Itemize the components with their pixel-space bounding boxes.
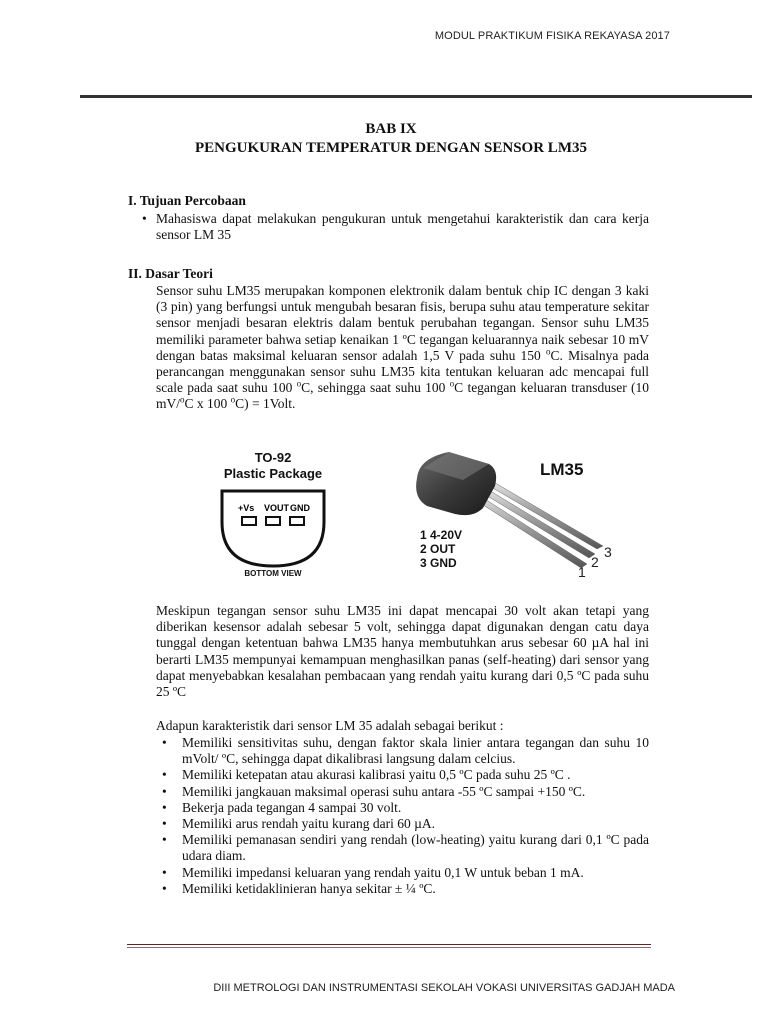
p1-part-a: Sensor suhu LM35 merupakan komponen elektronik dalam bentuk chip IC dengan 3 kaki (3 pin) yang berfungsi untuk mengubah besaran fisis, berupa suhu atau temperature sekitar sensor menjadi besaran elektris dalam bentuk perubahan tegangan. Sensor suhu LM35 memiliki parameter bahwa setiap kenaikan 1 ºC tegangan keluarannya naik sebesar 10 mV dengan batas maksimal keluaran sensor adalah 1,5 V pada suhu 150 (156, 283, 649, 363)
bullet-icon: • (162, 767, 167, 783)
list-item: • Memiliki jangkauan maksimal operasi suhu antara -55 ºC sampai +150 ºC. (162, 783, 586, 799)
section-heading-dasar-teori: II. Dasar Teori (128, 266, 213, 281)
p1-part-c: C, sehingga saat suhu 100 (301, 380, 450, 396)
lm35-pin-line: 2 OUT (420, 542, 456, 556)
to92-bottom-view-label: BOTTOM VIEW (244, 569, 302, 578)
list-item: • Memiliki arus rendah yaitu kurang dari 60 µA. (162, 816, 435, 832)
to92-diagram (208, 448, 338, 584)
lm35-pin-legend (420, 528, 462, 570)
to92-outline-icon (208, 448, 338, 584)
list-item: • Memiliki pemanasan sendiri yang rendah (low-heating) yaitu kurang dari 0,1 ºC pada udara diam. (162, 832, 649, 864)
lm35-label: LM35 (540, 460, 584, 479)
p1-part-b: C. Misalnya pada perancangan menggunakan sensor suhu LM35 kita tentukan keluaran adc mencapai full scale pada saat suhu 100 (156, 347, 650, 396)
section-heading-tujuan: I. Tujuan Percobaan (128, 193, 246, 208)
list-item: • Memiliki ketepatan atau akurasi kalibrasi yaitu 0,5 ºC pada suhu 25 ºC . (162, 767, 571, 783)
to92-pin-vout: VOUT (264, 503, 290, 513)
degree-mark: o (230, 394, 236, 405)
to92-caption: TO-92 (254, 450, 292, 465)
paragraph-self-heating: Meskipun tegangan sensor suhu LM35 ini dapat mencapai 30 volt akan tetapi yang diberikan kesensor adalah sebesar 5 volt, sehingga dapat digunakan dengan catu daya tunggal dengan ketentuan bahwa LM35 hanya membutuhkan arus sebesar 60 µA hal ini berarti LM35 mempunyai kemampuan menghasilkan panas (self-heating) dari sensor yang dapat menyebabkan kesalahan pembacaan yang rendah yaitu kurang dari 0,5 ºC pada suhu 25 ºC (156, 603, 649, 700)
to92-pin-vs: +Vs (238, 503, 255, 513)
footer-label: DIII METROLOGI DAN INSTRUMENTASI SEKOLAH VOKASI UNIVERSITAS GADJAH MADA (213, 982, 675, 994)
dasar-teori-paragraph (156, 283, 649, 413)
bullet-icon: • (162, 799, 167, 815)
tujuan-bullet (140, 211, 649, 243)
lm35-pin-number: 2 (591, 554, 599, 570)
degree-mark: o (180, 394, 185, 405)
bullet-icon: • (162, 816, 167, 832)
to92-pin-gnd: GND (290, 503, 310, 513)
lm35-pin-line: 3 GND (420, 556, 457, 570)
list-item: • Bekerja pada tegangan 4 sampai 30 volt. (162, 799, 402, 815)
bullet-icon: • (162, 880, 167, 896)
list-item: • Memiliki ketidaklinieran hanya sekitar ± ¼ ºC. (162, 880, 436, 896)
degree-mark: o (546, 346, 551, 357)
p1-part-d: C tegangan keluaran transduser (10 mV/ (156, 380, 649, 412)
p1-part-f: C) = 1Volt. (235, 396, 296, 412)
lm35-pin-line: 1 4-20V (420, 528, 463, 542)
chapter-title-block (0, 120, 768, 158)
bullet-icon: • (162, 783, 167, 799)
bullet-icon: • (142, 211, 147, 226)
bullet-icon: • (162, 864, 167, 880)
degree-mark: o (296, 378, 302, 389)
tujuan-text: Mahasiswa dapat melakukan pengukuran untuk mengetahui karakteristik dan cara kerja sensor LM 35 (156, 211, 649, 243)
paragraph-characteristics-intro: Adapun karakteristik dari sensor LM 35 adalah sebagai berikut : (156, 718, 504, 733)
chapter-title: PENGUKURAN TEMPERATUR DENGAN SENSOR LM35 (195, 140, 587, 156)
lm35-pin-number: 3 (604, 544, 612, 560)
bullet-icon: • (162, 832, 167, 848)
page-footer (0, 982, 768, 994)
page-header: MODUL PRAKTIKUM FISIKA REKAYASA 2017 (434, 30, 670, 42)
header-divider (80, 95, 752, 98)
bullet-icon: • (162, 735, 167, 750)
list-item: • Memiliki sensitivitas suhu, dengan faktor skala linier antara tegangan dan suhu 10 mVolt/ ºC, sehingga dapat dikalibrasi langsung dalam celcius. (162, 735, 649, 767)
list-item: • Memiliki impedansi keluaran yang rendah yaitu 0,1 W untuk beban 1 mA. (162, 864, 584, 880)
footer-divider (127, 944, 651, 948)
characteristics-list (156, 735, 649, 897)
p1-part-e: C x 100 (184, 396, 231, 412)
lm35-component-image (403, 446, 623, 584)
degree-mark: o (449, 378, 455, 389)
chapter-number: BAB IX (365, 121, 417, 137)
to92-caption-package: Plastic Package (223, 466, 323, 481)
lm35-pin-number: 1 (578, 564, 586, 580)
